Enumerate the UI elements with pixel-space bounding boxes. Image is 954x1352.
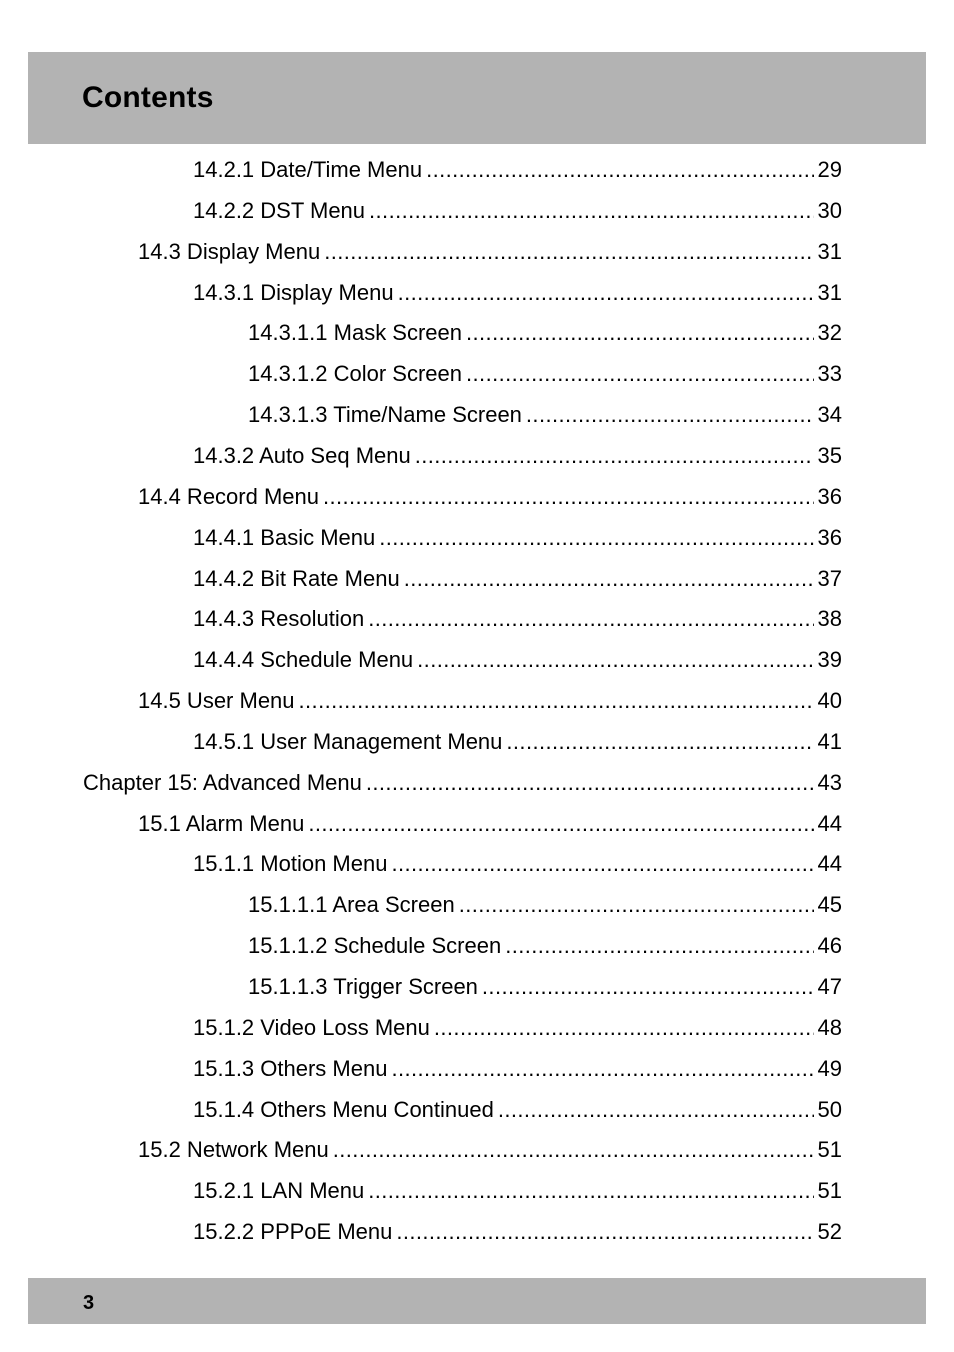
footer-band — [28, 1278, 926, 1324]
toc-entry-title: 14.4.4 Schedule Menu — [193, 647, 414, 673]
toc-entry-page: 31 — [817, 238, 842, 264]
toc-dot-leader — [398, 273, 814, 313]
toc-entry-title: 14.3.1.2 Color Screen — [248, 361, 463, 387]
toc-entry[interactable] — [193, 518, 842, 558]
toc-entry[interactable] — [193, 1049, 842, 1089]
toc-entry-title: 15.1.3 Others Menu — [193, 1055, 388, 1081]
toc-entry-page: 50 — [817, 1096, 842, 1122]
toc-entry-title: 15.1.1.2 Schedule Screen — [248, 933, 502, 959]
toc-dot-leader — [415, 436, 814, 476]
toc-entry-title: 14.5 User Menu — [138, 688, 295, 714]
toc-entry-page: 49 — [817, 1055, 842, 1081]
toc-entry-title: 15.1.1.1 Area Screen — [248, 892, 455, 918]
toc-entry-page: 30 — [817, 197, 842, 223]
toc-dot-leader — [323, 477, 814, 517]
toc-entry-title: 14.2.2 DST Menu — [193, 197, 366, 223]
toc-entry-title: 14.5.1 User Management Menu — [193, 728, 503, 754]
toc-entry-title: 14.3.2 Auto Seq Menu — [193, 442, 411, 468]
toc-dot-leader — [417, 640, 813, 680]
toc-dot-leader — [434, 1008, 814, 1048]
toc-dot-leader — [526, 395, 814, 435]
toc-entry-title: 15.2.2 PPPoE Menu — [193, 1219, 393, 1245]
toc-entry[interactable] — [138, 681, 842, 721]
toc-dot-leader — [498, 1090, 814, 1130]
toc-dot-leader — [396, 1212, 813, 1252]
toc-entry-page: 37 — [817, 565, 842, 591]
toc-dot-leader — [505, 926, 813, 966]
toc-entry[interactable] — [248, 395, 842, 435]
toc-entry[interactable] — [193, 191, 842, 231]
toc-entry-title: 15.1.1 Motion Menu — [193, 851, 388, 877]
toc-entry[interactable] — [248, 926, 842, 966]
toc-dot-leader — [506, 722, 813, 762]
toc-entry-page: 52 — [817, 1219, 842, 1245]
toc-entry[interactable] — [193, 599, 842, 639]
toc-entry-page: 39 — [817, 647, 842, 673]
toc-entry-page: 41 — [817, 728, 842, 754]
toc-entry-page: 35 — [817, 442, 842, 468]
toc-entry-page: 44 — [817, 810, 842, 836]
toc-entry-title: 15.1 Alarm Menu — [138, 810, 305, 836]
toc-entry-page: 40 — [817, 688, 842, 714]
toc-entry-title: 15.1.2 Video Loss Menu — [193, 1014, 430, 1040]
toc-entry-page: 46 — [817, 933, 842, 959]
toc-entry[interactable] — [248, 967, 842, 1007]
page-number: 3 — [83, 1292, 95, 1314]
toc-entry[interactable] — [138, 804, 842, 844]
toc-dot-leader — [459, 885, 814, 925]
toc-entry[interactable] — [193, 150, 842, 190]
toc-entry-page: 47 — [817, 974, 842, 999]
toc-entry-page: 33 — [817, 361, 842, 387]
toc-entry[interactable] — [193, 1090, 842, 1130]
toc-entry[interactable] — [193, 722, 842, 762]
toc-dot-leader — [324, 232, 813, 272]
toc-entry-title: 14.4.3 Resolution — [193, 606, 365, 632]
toc-dot-leader — [379, 518, 813, 558]
toc-entry-page: 31 — [817, 279, 842, 305]
toc-entry[interactable] — [138, 232, 842, 272]
toc-entry-title: 14.3.1.1 Mask Screen — [248, 320, 463, 346]
toc-entry-title: 14.4.1 Basic Menu — [193, 524, 376, 550]
toc-entry-page: 29 — [817, 157, 842, 182]
toc-dot-leader — [308, 804, 813, 844]
toc-entry[interactable] — [193, 1171, 842, 1211]
toc-entry[interactable] — [193, 640, 842, 680]
toc-entry-page: 38 — [817, 606, 842, 632]
toc-entry-title: 14.3 Display Menu — [138, 238, 321, 264]
toc-entry-title: 14.2.1 Date/Time Menu — [193, 157, 423, 182]
toc-entry[interactable] — [138, 477, 842, 517]
toc-entry[interactable] — [248, 313, 842, 353]
toc-entry[interactable] — [193, 273, 842, 313]
header-band — [28, 52, 926, 144]
toc-dot-leader — [368, 1171, 813, 1211]
toc-dot-leader — [369, 191, 813, 231]
toc-entry-title: 15.2 Network Menu — [138, 1137, 329, 1163]
toc-entry-page: 44 — [817, 851, 842, 877]
toc-entry-title: 14.4 Record Menu — [138, 483, 319, 509]
page-title: Contents — [82, 81, 214, 114]
toc-entry-page: 48 — [817, 1014, 842, 1040]
toc-dot-leader — [333, 1130, 814, 1170]
toc-entry-title: 15.1.1.3 Trigger Screen — [248, 974, 478, 999]
toc-entry-title: 14.4.2 Bit Rate Menu — [193, 565, 400, 591]
toc-entry[interactable] — [193, 559, 842, 599]
toc-entry[interactable] — [193, 1008, 842, 1048]
toc-dot-leader — [368, 599, 813, 639]
toc-dot-leader — [366, 763, 814, 803]
toc-dot-leader — [299, 681, 814, 721]
toc-entry[interactable] — [138, 1130, 842, 1170]
toc-entry-title: Chapter 15: Advanced Menu — [83, 769, 362, 795]
toc-dot-leader — [466, 313, 814, 353]
toc-entry-page: 43 — [817, 769, 842, 795]
toc-entry[interactable] — [193, 1212, 842, 1252]
toc-entry-title: 14.3.1.3 Time/Name Screen — [248, 402, 522, 428]
toc-entry-title: 14.3.1 Display Menu — [193, 279, 394, 305]
toc-entry[interactable] — [193, 844, 842, 884]
toc-entry-page: 36 — [817, 524, 842, 550]
toc-entry-title: 15.2.1 LAN Menu — [193, 1178, 365, 1204]
toc-dot-leader — [404, 559, 814, 599]
toc-entry-page: 32 — [817, 320, 842, 346]
toc-dot-leader — [391, 1049, 813, 1089]
toc-dot-leader — [466, 354, 813, 394]
toc-entry[interactable] — [83, 763, 842, 803]
toc-entry-page: 36 — [817, 483, 842, 509]
toc-dot-leader — [482, 967, 814, 1007]
toc-dot-leader — [391, 844, 813, 884]
toc-entry[interactable] — [248, 354, 842, 394]
toc-entry[interactable] — [248, 885, 842, 925]
toc-entry-page: 51 — [817, 1137, 842, 1163]
toc-dot-leader — [426, 150, 813, 190]
toc-entry-page: 51 — [817, 1178, 842, 1204]
toc-entry[interactable] — [193, 436, 842, 476]
toc-entry-page: 45 — [817, 892, 842, 918]
toc-entry-title: 15.1.4 Others Menu Continued — [193, 1096, 494, 1122]
toc-entry-page: 34 — [817, 402, 842, 428]
